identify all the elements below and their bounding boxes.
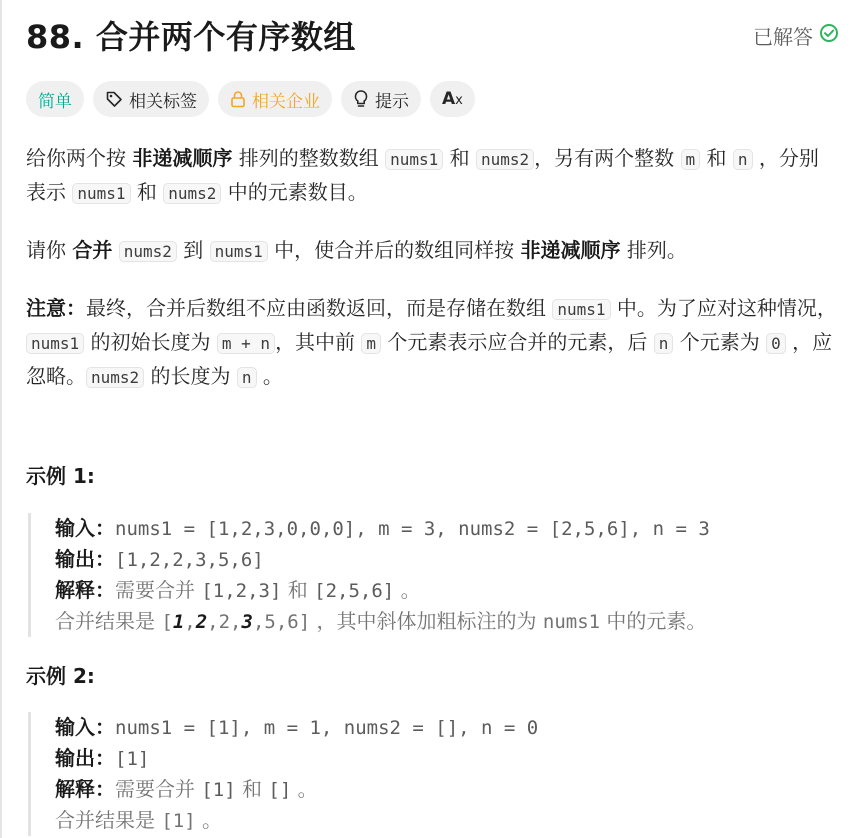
text: ,	[184, 611, 196, 633]
example-1-title: 示例 1:	[26, 464, 95, 488]
highlight: 1	[172, 611, 185, 633]
inline-code: n	[733, 149, 753, 170]
hint-button[interactable]	[341, 81, 421, 117]
companies-tag-button[interactable]	[218, 81, 332, 117]
text: 。	[291, 777, 318, 801]
text: 。	[394, 578, 421, 602]
inline-code: nums2	[163, 183, 221, 204]
text: 排列的整数数组	[232, 146, 386, 170]
inline-code: nums2	[476, 149, 534, 170]
bold-text: 非递减顺序	[132, 146, 233, 170]
text: 的初始长度为	[84, 330, 217, 354]
output-label: 输出：	[55, 746, 115, 770]
example-explain-line	[55, 575, 828, 606]
description-paragraph-2	[26, 234, 838, 268]
text: ，其中前	[275, 330, 362, 354]
text: 合并结果是	[55, 609, 162, 633]
input-value: nums1 = [1,2,3,0,0,0], m = 3, nums2 = [2,5,6], n = 3	[115, 518, 710, 540]
difficulty-label: 简单	[38, 91, 72, 112]
inline-code: nums1	[72, 183, 130, 204]
text: ，其中斜体加粗标注的为	[310, 609, 543, 633]
example-result-line	[55, 606, 828, 637]
text: 需要合并	[115, 777, 202, 801]
text: ，另有两个整数	[534, 146, 681, 170]
input-value: nums1 = [1], m = 1, nums2 = [], n = 0	[115, 717, 539, 739]
example-explain-line	[55, 774, 828, 805]
lock-icon	[230, 90, 246, 108]
description-paragraph-1	[26, 142, 838, 210]
bold-text: 合并	[72, 238, 113, 262]
example-1-block	[28, 513, 828, 637]
inline-code: n	[237, 367, 257, 388]
text: 和	[281, 578, 315, 602]
inline-code: m	[681, 149, 701, 170]
example-output-line	[55, 544, 828, 575]
translate-button[interactable]	[430, 81, 475, 117]
text: 。	[256, 364, 283, 388]
inline-code: 0	[766, 333, 786, 354]
text	[112, 238, 118, 262]
title-row	[26, 12, 839, 58]
text: 个元素表示应合并的元素，后	[381, 330, 654, 354]
text: 中。为了应对这种情况，	[610, 296, 837, 320]
text: ,5,6]	[252, 611, 311, 633]
text: 和	[443, 146, 476, 170]
bold-text: 非递减顺序	[520, 238, 621, 262]
text: 中的元素数目。	[221, 180, 368, 204]
text: 个元素为	[673, 330, 767, 354]
topics-tag-button[interactable]	[93, 81, 209, 117]
text: 合并结果是	[55, 808, 162, 832]
text: 的长度为	[144, 364, 237, 388]
example-output-line	[55, 743, 828, 774]
text: [	[161, 611, 173, 633]
text: ，应忽略。	[26, 330, 833, 388]
solved-label: 已解答	[753, 24, 813, 49]
text: 最终，合并后数组不应由函数返回，而是存储在数组	[86, 296, 553, 320]
text: 到	[176, 238, 210, 262]
explain-value: [2,5,6]	[314, 580, 395, 602]
text: 中，使合并后的数组同样按	[267, 238, 521, 262]
explain-label: 解释：	[55, 777, 115, 801]
input-label: 输入：	[55, 715, 115, 739]
explain-value: [1]	[201, 779, 236, 801]
text: 。	[195, 808, 223, 832]
explain-value: []	[268, 779, 292, 801]
text: 和	[130, 180, 164, 204]
solved-status	[753, 21, 839, 50]
inline-code: nums2	[86, 367, 144, 388]
hint-label: 提示	[375, 91, 409, 112]
example-input-line	[55, 513, 828, 544]
text: ,2,	[207, 611, 242, 633]
example-result-line	[55, 805, 828, 836]
output-label: 输出：	[55, 547, 115, 571]
example-2-block	[28, 712, 828, 836]
problem-description	[26, 142, 838, 394]
result-code: nums1	[542, 611, 601, 633]
inline-code: nums2	[119, 241, 177, 262]
inline-code: nums1	[552, 299, 610, 320]
result-array: [1]	[161, 810, 196, 832]
text: 请你	[26, 238, 73, 262]
text: ，分别表示	[26, 146, 819, 204]
result-array	[161, 611, 310, 633]
inline-code: nums1	[385, 149, 443, 170]
inline-code: nums1	[210, 241, 268, 262]
example-input-line	[55, 712, 828, 743]
translate-icon: Ax	[442, 89, 463, 109]
explain-value: [1,2,3]	[201, 580, 282, 602]
text: 给你两个按	[26, 146, 133, 170]
text: 和	[700, 146, 733, 170]
description-note	[26, 292, 838, 394]
text: 和	[235, 777, 269, 801]
inline-code: m	[361, 333, 381, 354]
output-value: [1]	[115, 748, 150, 770]
highlight: 3	[241, 611, 253, 633]
text: 中的元素。	[600, 609, 707, 633]
tag-bar	[26, 81, 475, 117]
topics-tag-label: 相关标签	[129, 91, 197, 112]
lightbulb-icon	[353, 89, 369, 109]
inline-code: n	[654, 333, 674, 354]
problem-title[interactable]: 88. 合并两个有序数组	[26, 18, 356, 56]
explain-label: 解释：	[55, 578, 115, 602]
highlight: 2	[195, 611, 208, 633]
companies-tag-label: 相关企业	[252, 91, 320, 112]
note-label: 注意：	[26, 296, 86, 320]
text: 排列。	[620, 238, 687, 262]
tag-icon	[105, 90, 123, 108]
example-2-title: 示例 2:	[26, 664, 95, 688]
output-value: [1,2,2,3,5,6]	[115, 549, 264, 571]
inline-code: m + n	[217, 333, 275, 354]
input-label: 输入：	[55, 516, 115, 540]
check-circle-icon	[819, 23, 839, 48]
text: 需要合并	[115, 578, 202, 602]
difficulty-tag[interactable]	[26, 81, 84, 117]
inline-code: nums1	[26, 333, 84, 354]
